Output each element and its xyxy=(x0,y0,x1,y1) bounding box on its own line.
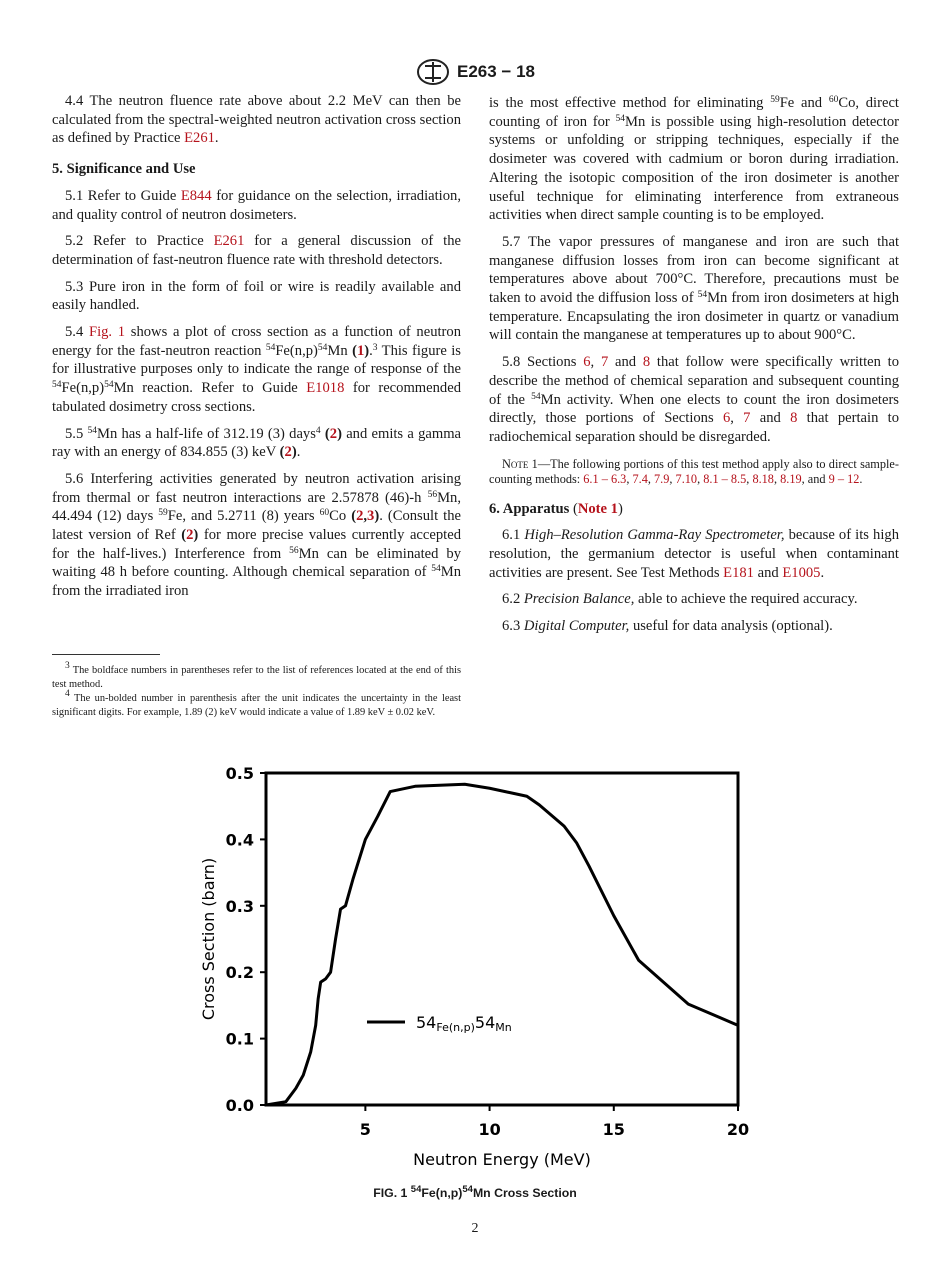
text-run: 5.8 Sections xyxy=(502,354,584,371)
paragraph xyxy=(52,470,461,601)
text-run: shows a plot of cross section as a function of neutron energy for the fast-neutron reaction xyxy=(52,324,462,359)
y-tick-label: 0.5 xyxy=(225,764,254,783)
bold-text: ( xyxy=(351,508,357,525)
text-run: able to achieve the required accuracy. xyxy=(634,591,858,608)
italic-text: High–Resolution Gamma-Ray Spectrometer, xyxy=(524,527,785,544)
cross-reference-link[interactable]: 7.9 xyxy=(654,472,670,487)
superscript: 54 xyxy=(104,380,114,391)
text-run: ( xyxy=(572,500,578,517)
cross-reference-link[interactable]: 6 xyxy=(722,410,731,427)
superscript: 59 xyxy=(770,95,780,105)
text-run: Fe and xyxy=(779,95,829,111)
text-run: , xyxy=(773,472,781,487)
text-run: 1—The following portions of this test method apply also to direct sample-counting methods: xyxy=(489,456,899,487)
text-run: , xyxy=(697,472,704,487)
superscript: 56 xyxy=(289,545,299,556)
text-run: 5.1 Refer to Guide xyxy=(65,187,181,204)
cross-reference-link[interactable]: 9 – 12 xyxy=(828,472,860,487)
legend-label-part: Mn xyxy=(495,1021,512,1034)
text-run: . xyxy=(296,444,301,461)
paragraph xyxy=(52,323,461,417)
text-run: Mn can be eliminated by waiting 48 h before counting. Although chemical separation of xyxy=(52,545,461,581)
superscript: 54 xyxy=(462,1184,473,1195)
text-run: 6. Apparatus xyxy=(489,500,573,517)
page-number: 2 xyxy=(471,1221,479,1236)
y-tick-label: 0.3 xyxy=(225,896,254,916)
x-tick-label: 10 xyxy=(478,1120,501,1139)
x-tick-label: 5 xyxy=(359,1120,371,1139)
cross-reference-link[interactable]: E261 xyxy=(213,233,245,250)
text-run: for a general discussion of the determination of fast-neutron fluence rate with threshold detectors. xyxy=(52,233,462,268)
text-run: Mn from iron dosimeters at high temperature. Encapsulating the iron dosimeter in quartz or vanadium will contain the manganese at temperatures up to about 900°C. xyxy=(489,290,899,344)
y-tick-label: 0.0 xyxy=(225,1096,254,1115)
cross-section-chart xyxy=(190,755,770,1185)
superscript: 60 xyxy=(319,508,330,519)
superscript: 54 xyxy=(410,1184,422,1195)
reference-link[interactable]: 1 xyxy=(356,342,365,359)
text-run: Mn is possible using high-resolution detector systems or unfolding or stripping techniques, especially if the dosimeter was covered with cadmium or boron during irradiation. Altering the isotopic composition of the iron dosimeter is another useful technique for eliminating interference from extraneous activities when direct sample counting is to be employed. xyxy=(489,113,899,224)
text-run: Mn Cross Section xyxy=(472,1186,577,1200)
footnote xyxy=(52,689,461,720)
bold-text: ( xyxy=(279,444,285,461)
figure-1-chart xyxy=(190,755,770,1185)
cross-reference-link[interactable]: E1018 xyxy=(306,380,345,397)
text-run: Fe(n,p) xyxy=(275,342,318,359)
italic-text: Precision Balance, xyxy=(523,591,635,608)
text-run: Mn xyxy=(327,342,353,359)
text-run: Mn from the irradiated iron xyxy=(52,564,461,600)
text-run: 5.4 xyxy=(65,324,89,341)
bold-text: ( xyxy=(324,425,330,442)
text-run: . xyxy=(820,564,825,581)
superscript: 60 xyxy=(828,95,839,105)
text-run: FIG. 1 xyxy=(373,1186,411,1200)
superscript: 54 xyxy=(697,290,708,301)
text-run: and xyxy=(750,410,791,427)
text-run: , xyxy=(746,472,753,487)
text-run: , xyxy=(590,354,601,371)
text-run: , and xyxy=(801,472,829,487)
paragraph xyxy=(489,94,899,225)
cross-reference-link[interactable]: 8 xyxy=(642,354,651,371)
superscript: 4 xyxy=(315,425,321,436)
text-run: useful for data analysis (optional). xyxy=(629,618,833,635)
x-tick-label: 20 xyxy=(726,1120,750,1139)
paragraph xyxy=(52,232,461,269)
text-run: and xyxy=(753,564,783,581)
bold-text: ( xyxy=(181,527,187,544)
bold-text: ( xyxy=(352,342,357,359)
superscript: 3 xyxy=(65,661,70,671)
reference-link[interactable]: 3 xyxy=(367,508,375,525)
y-tick-label: 0.1 xyxy=(225,1029,254,1049)
superscript: 54 xyxy=(615,113,625,124)
cross-reference-link[interactable]: 7.4 xyxy=(632,472,648,487)
reference-link[interactable]: 2 xyxy=(186,527,194,544)
superscript: 3 xyxy=(372,342,378,353)
text-run: Co xyxy=(329,508,352,525)
reference-link[interactable]: 2 xyxy=(329,425,338,442)
cross-reference-link[interactable]: 8.19 xyxy=(780,472,802,487)
bold-text: ) xyxy=(291,444,297,461)
superscript: 54 xyxy=(531,391,541,402)
text-run: , xyxy=(626,472,633,487)
text-run: 4.4 The neutron fluence rate above about 2.2 MeV can then be calculated from the spectral-weighted neutron activation cross section as defined by Practice xyxy=(52,93,461,147)
cross-reference-link[interactable]: 8.18 xyxy=(752,472,774,487)
superscript: 54 xyxy=(52,380,62,391)
superscript: 54 xyxy=(265,342,276,353)
paragraph xyxy=(489,590,899,609)
text-run: . xyxy=(214,130,219,147)
legend-label-part: Fe(n,p) xyxy=(436,1021,475,1034)
text-run: 5.3 Pure iron in the form of foil or wire is readily available and easily handled. xyxy=(52,278,461,314)
bold-text: ) xyxy=(364,342,370,359)
legend-label-part: 54 xyxy=(474,1013,496,1032)
legend-label-part: 54 xyxy=(416,1013,437,1032)
superscript: 59 xyxy=(158,508,168,519)
text-run: Mn activity. When one elects to count the iron dosimeters directly, those portions of Sections xyxy=(489,391,899,427)
paragraph xyxy=(52,92,461,148)
text-run: Fe(n,p) xyxy=(61,380,105,397)
section-heading: 5. Significance and Use xyxy=(52,161,196,178)
page-header xyxy=(0,58,950,86)
paragraph xyxy=(489,353,899,447)
cross-reference-link[interactable]: 7 xyxy=(600,354,609,371)
text-run: and xyxy=(608,354,643,371)
superscript: 54 xyxy=(317,342,328,353)
text-run: that pertain to radiochemical separation should be disregarded. xyxy=(489,410,900,445)
text-run: Fe(n,p) xyxy=(421,1186,463,1200)
text-run: is the most effective method for eliminating xyxy=(489,95,771,111)
cross-reference-link[interactable]: 7 xyxy=(743,410,751,427)
cross-reference-link[interactable]: 6.1 – 6.3 xyxy=(583,472,627,487)
text-run: for guidance on the selection, irradiation, and quality control of neutron dosimeters. xyxy=(52,187,461,223)
astm-logo-icon xyxy=(415,58,451,86)
cross-reference-link[interactable]: E261 xyxy=(184,130,215,147)
cross-reference-link[interactable]: 8.1 – 8.5 xyxy=(703,472,747,487)
paragraph xyxy=(52,278,461,315)
superscript: 56 xyxy=(427,489,438,500)
italic-text: Digital Computer, xyxy=(523,618,630,635)
text-run: Fe, and 5.2711 (8) years xyxy=(167,508,320,525)
x-axis-label: Neutron Energy (MeV) xyxy=(413,1150,591,1169)
text-run: Mn reaction. Refer to Guide xyxy=(113,380,307,397)
paragraph xyxy=(52,425,461,462)
text-run: The boldface numbers in parentheses refer to the list of references located at the end of this test method. xyxy=(52,665,461,690)
y-tick-label: 0.4 xyxy=(225,830,254,850)
document-designation: E263 − 18 xyxy=(457,62,535,81)
y-tick-label: 0.2 xyxy=(225,963,254,983)
section-heading xyxy=(489,500,899,519)
x-tick-label: 15 xyxy=(602,1120,625,1139)
bold-text: ) xyxy=(193,527,199,544)
paragraph xyxy=(489,526,899,582)
text-run: 5.5 xyxy=(65,425,88,442)
text-run: . xyxy=(369,342,373,359)
text-run: 6.3 xyxy=(502,618,524,635)
paragraph xyxy=(489,233,899,345)
left-column xyxy=(52,92,461,609)
text-run: , xyxy=(669,472,676,487)
text-run: ) xyxy=(617,500,623,517)
legend-label xyxy=(416,1013,512,1034)
bold-text: ) xyxy=(337,425,342,442)
footnotes xyxy=(52,661,461,720)
bold-text: , xyxy=(363,508,368,525)
text-run: 5.7 The vapor pressures of manganese and iron are such that manganese diffusion losses from iron can become significant at temperatures above about 700°C. Therefore, precautions must be taken to avoid the diffusion loss of xyxy=(489,233,899,307)
text-run: for more precise values currently accepted for the half-lives.) Interference from xyxy=(52,527,461,562)
text-run: The un-bolded number in parenthesis after the unit indicates the uncertainty in the least significant digits. For example, 1.89 (2) keV would indicate a value of 1.89 keV ± 0.02 keV. xyxy=(52,693,461,718)
text-run: 6.2 xyxy=(502,591,524,608)
paragraph xyxy=(489,617,899,636)
text-run: 5.6 Interfering activities generated by neutron activation arising from thermal or fast neutron interactions are 2.57878 (46)-h xyxy=(52,470,461,506)
cross-reference-link[interactable]: 6 xyxy=(583,354,591,371)
text-run: because of its high resolution, the germanium detector is useful when contaminant activities are present. See Test Methods xyxy=(489,527,899,581)
footnote xyxy=(52,661,461,692)
superscript: 54 xyxy=(87,425,97,436)
text-run: 5.2 Refer to Practice xyxy=(65,233,214,250)
cross-reference-link[interactable]: E844 xyxy=(180,187,212,204)
text-run: Mn has a half-life of 312.19 (3) days xyxy=(96,425,316,442)
superscript: 4 xyxy=(65,689,70,699)
right-column xyxy=(489,94,899,644)
text-run: . xyxy=(859,472,863,487)
bold-text: ) xyxy=(374,508,380,525)
cross-reference-link[interactable]: E1005 xyxy=(782,564,821,581)
cross-reference-link[interactable]: E181 xyxy=(723,564,754,581)
text-run: This figure is for illustrative purposes only to indicate the range of response of the xyxy=(52,342,461,378)
cross-reference-link[interactable]: 8 xyxy=(790,410,798,427)
cross-reference-link[interactable]: Fig. 1 xyxy=(88,324,126,341)
text-run: . (Consult the latest version of Ref xyxy=(52,508,461,544)
text-run: for recommended tabulated dosimetry cross sections. xyxy=(52,380,461,415)
y-axis-label: Cross Section (barn) xyxy=(199,857,218,1021)
superscript: 54 xyxy=(431,564,441,575)
text-run: , xyxy=(647,472,655,487)
figure-caption xyxy=(0,1185,950,1201)
cross-reference-link[interactable]: Note 1 xyxy=(577,500,618,517)
text-run: Mn, 44.494 (12) days xyxy=(52,489,461,525)
cross-reference-link[interactable]: 7.10 xyxy=(675,472,698,487)
text-run: and emits a gamma ray with an energy of 834.855 (3) keV xyxy=(52,425,462,461)
text-run: 6.1 xyxy=(502,527,525,544)
footnote-divider xyxy=(52,654,160,655)
series-line xyxy=(266,784,738,1105)
note-paragraph xyxy=(489,457,899,488)
reference-link[interactable]: 2 xyxy=(284,444,292,461)
reference-link[interactable]: 2 xyxy=(356,508,364,525)
paragraph xyxy=(52,187,461,224)
text-run: that follow were specifically written to describe the method of chemical separation and subsequent counting of the xyxy=(489,354,900,408)
text-run: Co, direct counting of iron for xyxy=(489,95,899,130)
note-label: Note xyxy=(502,456,529,471)
text-run: , xyxy=(730,410,744,427)
